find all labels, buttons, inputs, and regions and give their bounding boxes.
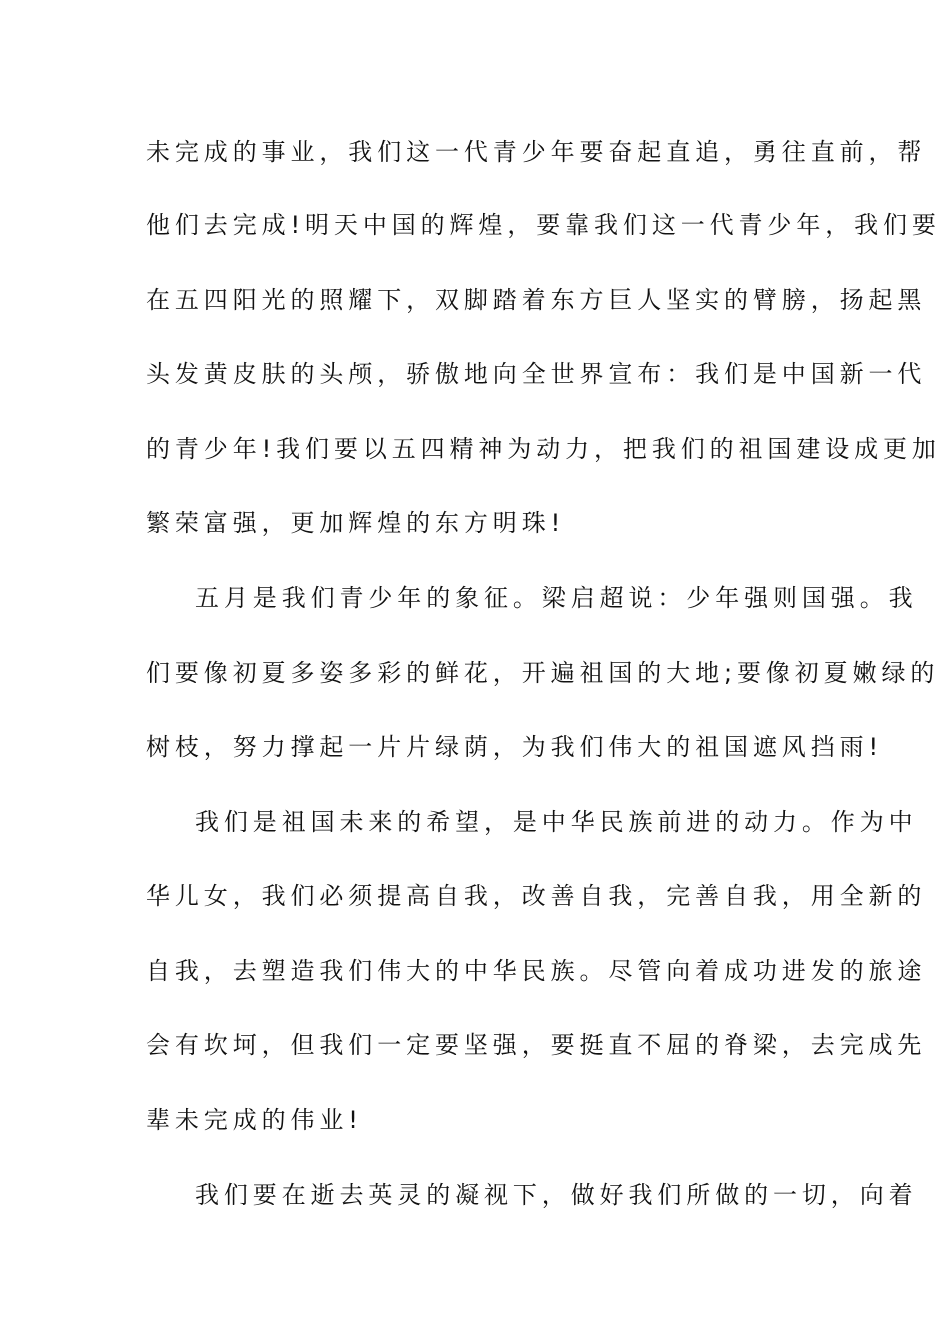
text-line: 他们去完成!明天中国的辉煌，要靠我们这一代青少年，我们要 bbox=[146, 211, 941, 239]
text-line: 自我，去塑造我们伟大的中华民族。尽管向着成功进发的旅途 bbox=[146, 957, 927, 985]
text-line: 树枝，努力撑起一片片绿荫，为我们伟大的祖国遮风挡雨! bbox=[146, 733, 884, 761]
text-line: 会有坎坷，但我们一定要坚强，要挺直不屈的脊梁，去完成先 bbox=[146, 1031, 927, 1059]
text-line: 未完成的事业，我们这一代青少年要奋起直追，勇往直前，帮 bbox=[146, 138, 927, 166]
text-line: 繁荣富强，更加辉煌的东方明珠! bbox=[146, 509, 566, 537]
text-line: 头发黄皮肤的头颅，骄傲地向全世界宣布：我们是中国新一代 bbox=[146, 360, 927, 388]
text-line: 的青少年!我们要以五四精神为动力，把我们的祖国建设成更加 bbox=[146, 435, 941, 463]
paragraph-first-line: 我们是祖国未来的希望，是中华民族前进的动力。作为中 bbox=[195, 808, 918, 836]
paragraph-first-line: 五月是我们青少年的象征。梁启超说：少年强则国强。我 bbox=[195, 584, 918, 612]
text-line: 在五四阳光的照耀下，双脚踏着东方巨人坚实的臂膀，扬起黑 bbox=[146, 286, 927, 314]
paragraph-first-line: 我们要在逝去英灵的凝视下，做好我们所做的一切，向着 bbox=[195, 1181, 918, 1209]
text-line: 辈未完成的伟业! bbox=[146, 1106, 363, 1134]
text-line: 华儿女，我们必须提高自我，改善自我，完善自我，用全新的 bbox=[146, 882, 927, 910]
text-line: 们要像初夏多姿多彩的鲜花，开遍祖国的大地;要像初夏嫩绿的 bbox=[146, 659, 940, 687]
